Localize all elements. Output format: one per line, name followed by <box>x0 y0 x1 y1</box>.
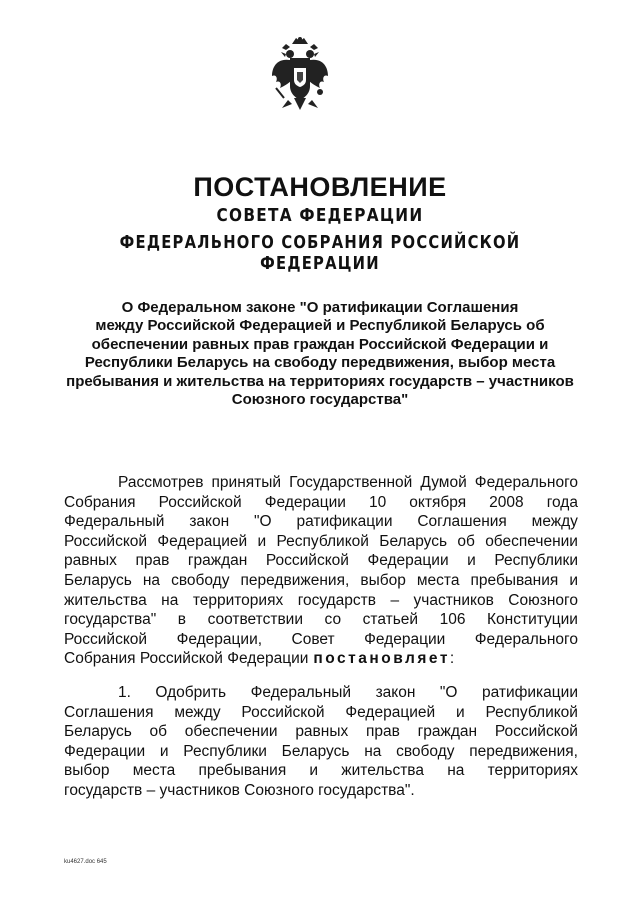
word: на <box>161 591 179 609</box>
page-subtitle-assembly: ФЕДЕРАЛЬНОГО СОБРАНИЯ РОССИЙСКОЙ ФЕДЕРАЦИИ <box>119 232 521 274</box>
word: Российской <box>494 723 578 741</box>
word: пребывания <box>470 571 559 589</box>
word: Федерации <box>364 630 446 648</box>
word: и <box>159 742 169 760</box>
word: Соглашения <box>417 513 507 531</box>
paragraph-line <box>64 722 578 742</box>
russian-coat-of-arms-icon <box>268 36 332 116</box>
word: передвижения, <box>240 571 350 589</box>
word: об <box>457 532 475 550</box>
word: 106 <box>439 611 466 629</box>
last-line-text: Собрания Российской Федерации <box>64 650 309 668</box>
word: Федерации <box>264 493 346 511</box>
subject-line: Республики Беларусь на свободу передвижения, выбор места <box>84 354 556 372</box>
word: государств <box>297 591 376 609</box>
word: 1. <box>118 684 131 701</box>
word: Думой <box>420 474 467 491</box>
word: Российской <box>158 493 242 511</box>
word: территориях <box>192 591 284 609</box>
word: передвижения, <box>469 742 578 760</box>
paragraph-line <box>64 551 578 571</box>
word: Федерального <box>474 474 578 491</box>
word: жительства <box>64 591 147 609</box>
subject-line: пребывания и жительства на территориях государств – участников <box>66 372 574 390</box>
word: прав <box>366 723 400 741</box>
word: Беларусь <box>64 571 132 589</box>
word: года <box>546 493 578 511</box>
word: и <box>257 532 267 550</box>
subject-heading <box>30 299 610 409</box>
word: Союзного <box>508 591 578 609</box>
word: "О <box>254 513 272 531</box>
word: Федерального <box>474 630 578 648</box>
word: Республики <box>183 742 267 760</box>
word: принятый <box>211 474 282 491</box>
word: Рассмотрев <box>118 474 204 491</box>
word: на <box>364 742 382 760</box>
word: граждан <box>417 723 478 741</box>
word: и <box>309 762 319 780</box>
word: территориях <box>487 762 578 780</box>
subject-line: О Федеральном законе "О ратификации Соглашения <box>121 299 519 316</box>
word: статьей <box>362 611 419 629</box>
word: жительства <box>341 762 424 780</box>
word: пребывания <box>198 762 287 780</box>
word: ратификации <box>481 684 578 701</box>
paragraph-line <box>64 493 578 513</box>
paragraph-clause-1 <box>64 683 578 801</box>
word: Федеральный <box>250 684 352 701</box>
word: 10 <box>368 493 387 511</box>
footer-file-ref: ku4627.doc 645 <box>64 859 107 865</box>
word: и <box>569 571 578 589</box>
word: свободу <box>396 742 455 760</box>
word: – <box>390 591 400 609</box>
word: Федеральный <box>64 513 165 531</box>
word: октября <box>409 493 467 511</box>
word: на <box>142 571 161 589</box>
word: и <box>455 703 465 721</box>
word: места <box>132 762 176 780</box>
word: Государственной <box>289 474 413 491</box>
word: и <box>467 552 476 570</box>
word: со <box>324 611 342 629</box>
word: в <box>177 611 187 629</box>
word: Совет <box>291 630 335 648</box>
paragraph-line <box>64 591 578 611</box>
word: выбор <box>64 762 110 780</box>
subject-line: Союзного государства" <box>231 391 409 409</box>
word: обеспечении <box>184 723 278 741</box>
word: участников <box>413 591 494 609</box>
word: Одобрить <box>155 684 227 701</box>
subject-line: между Российской Федерацией и Республикой Беларусь об <box>95 317 545 335</box>
word: Федерации <box>367 552 449 570</box>
paragraph-line <box>64 649 578 669</box>
word: закон <box>189 513 230 531</box>
paragraph-line <box>64 703 578 723</box>
paragraph-line <box>64 571 578 591</box>
word: на <box>447 762 465 780</box>
word: свободу <box>171 571 230 589</box>
word: Федерацией <box>345 703 436 721</box>
paragraph-line <box>64 532 578 552</box>
resolution-verb: постановляет: <box>313 650 455 668</box>
word: ратификации <box>296 513 393 531</box>
word: равных <box>295 723 349 741</box>
word: Беларусь <box>64 723 132 741</box>
word: Российской <box>64 630 148 648</box>
word: между <box>531 513 578 531</box>
word: Российской <box>265 552 349 570</box>
word: Соглашения <box>64 703 154 721</box>
paragraph-line <box>64 512 578 532</box>
word: Федерации, <box>176 630 263 648</box>
word: прав <box>135 552 170 570</box>
paragraph-line <box>64 683 578 703</box>
word: Беларусь <box>281 742 350 760</box>
paragraph-line: государств – участников Союзного государства". <box>64 781 415 799</box>
subject-line: обеспечении равных прав граждан Российской Федерации и <box>91 335 549 353</box>
page-title: ПОСТАНОВЛЕНИЕ <box>193 172 447 202</box>
word: "О <box>439 684 458 701</box>
paragraph-line <box>64 761 578 781</box>
word: выбор <box>360 571 406 589</box>
word: Беларусь <box>379 532 448 550</box>
paragraph-preamble <box>64 473 578 669</box>
word: Республики <box>494 552 578 570</box>
word: Республикой <box>276 532 369 550</box>
word: об <box>149 723 168 741</box>
word: Собрания <box>64 493 136 511</box>
word: соответствии <box>207 611 303 629</box>
word: Российской <box>241 703 325 721</box>
word: Федерации <box>64 742 146 760</box>
paragraph-line <box>64 610 578 630</box>
word: закон <box>375 684 416 701</box>
word: Российской <box>64 532 148 550</box>
word: государства" <box>64 611 157 629</box>
page-subtitle-council: СОВЕТА ФЕДЕРАЦИИ <box>216 205 424 226</box>
paragraph-line <box>64 742 578 762</box>
word: места <box>416 571 460 589</box>
word: между <box>174 703 221 721</box>
paragraph-line <box>64 473 578 493</box>
word: равных <box>64 552 117 570</box>
word: граждан <box>187 552 248 570</box>
word: Республикой <box>485 703 578 721</box>
word: Конституции <box>487 611 578 629</box>
word: Федерацией <box>157 532 248 550</box>
paragraph-line <box>64 630 578 650</box>
word: 2008 <box>489 493 524 511</box>
word: обеспечении <box>485 532 578 550</box>
